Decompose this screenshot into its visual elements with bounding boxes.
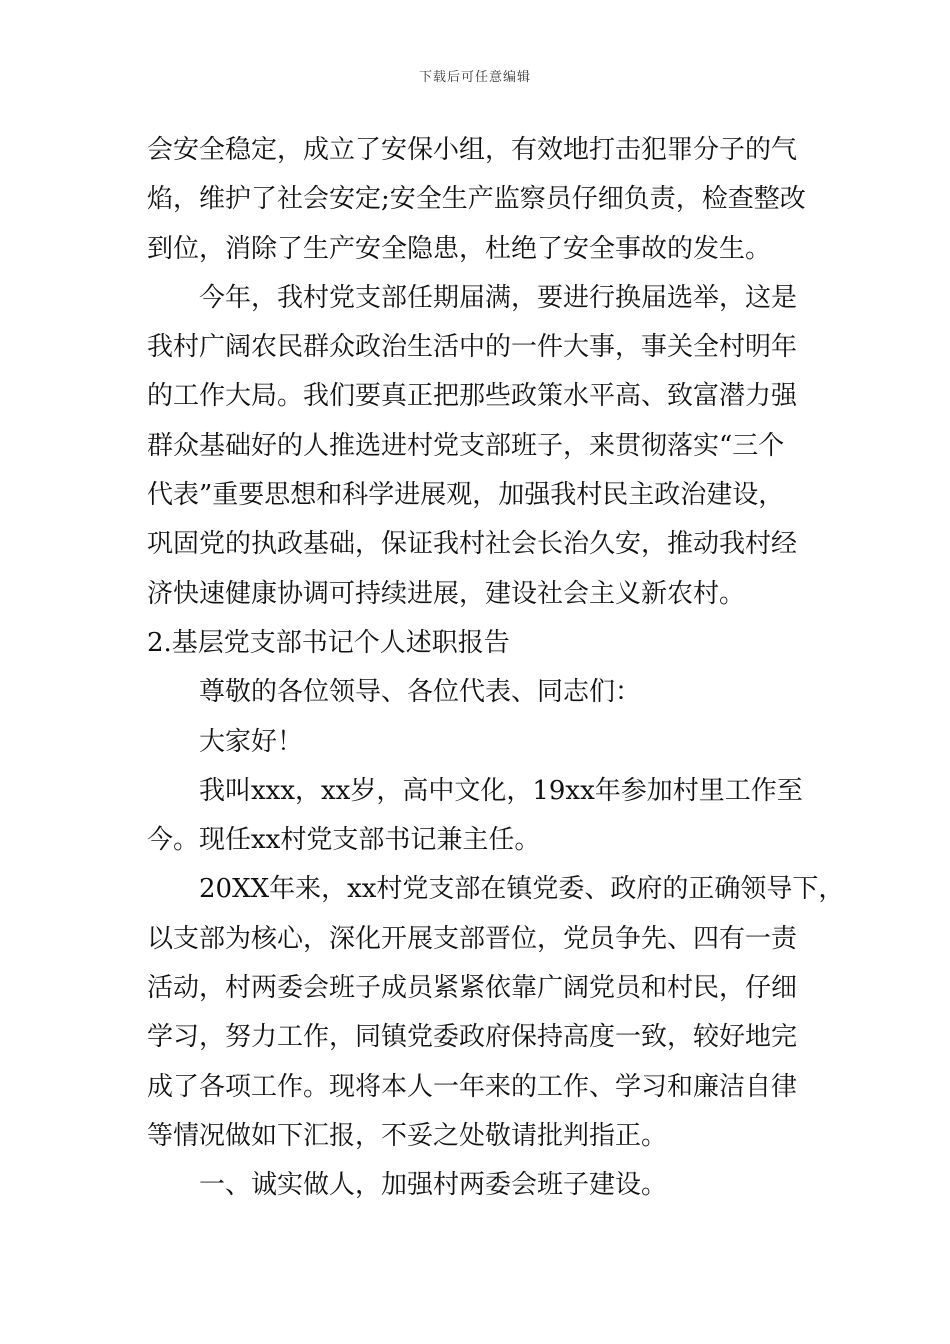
text-line: 等情况做如下汇报，不妥之处敬请批判指正。 [147,1120,668,1151]
text-line: 尊敬的各位领导、各位代表、同志们： [199,677,642,708]
text-line: 今年，我村党支部任期届满，要进行换届选举，这是 [199,282,798,313]
text-line: 会安全稳定，成立了安保小组，有效地打击犯罪分子的气 [147,135,798,165]
text-line: 20XX年来，xx村党支部在镇党委、政府的正确领导下， [199,874,845,905]
document-body [147,126,845,1211]
text-line: 成了各项工作。现将本人一年来的工作、学习和廉洁自律 [147,1071,798,1102]
text-line: 我叫xxx，xx岁，高中文化，19xx年参加村里工作至 [199,775,803,806]
text-line: 以支部为核心，深化开展支部晋位，党员争先、四有一责 [147,923,798,954]
text-line: 济快速健康协调可持续进展，建设社会主义新农村。 [147,578,746,609]
text-line: 大家好！ [199,726,304,757]
text-line: 2.基层党支部书记个人述职报告 [147,627,510,658]
text-line: 学习，努力工作，同镇党委政府保持高度一致，较好地完 [147,1022,798,1053]
text-line: 到位，消除了生产安全隐患，杜绝了安全事故的发生。 [147,233,772,264]
text-line: 巩固党的执政基础，保证我村社会长治久安，推动我村经 [147,529,798,560]
text-line: 今。现任xx村党支部书记兼主任。 [147,825,541,856]
page-header: 下载后可任意编辑 [418,70,531,85]
text-line: 一、诚实做人，加强村两委会班子建设。 [199,1170,668,1201]
text-line: 我村广阔农民群众政治生活中的一件大事，事关全村明年 [147,332,798,363]
text-line: 代表”重要思想和科学进展观，加强我村民主政治建设， [147,480,785,511]
text-line: 的工作大局。我们要真正把那些政策水平高、致富潜力强 [147,381,798,412]
text-line: 群众基础好的人推选进村党支部班子，来贯彻落实“三个 [147,430,785,461]
text-line: 焰，维护了社会安定;安全生产监察员仔细负责，检查整改 [147,184,806,215]
text-line: 活动，村两委会班子成员紧紧依靠广阔党员和村民，仔细 [147,973,798,1004]
